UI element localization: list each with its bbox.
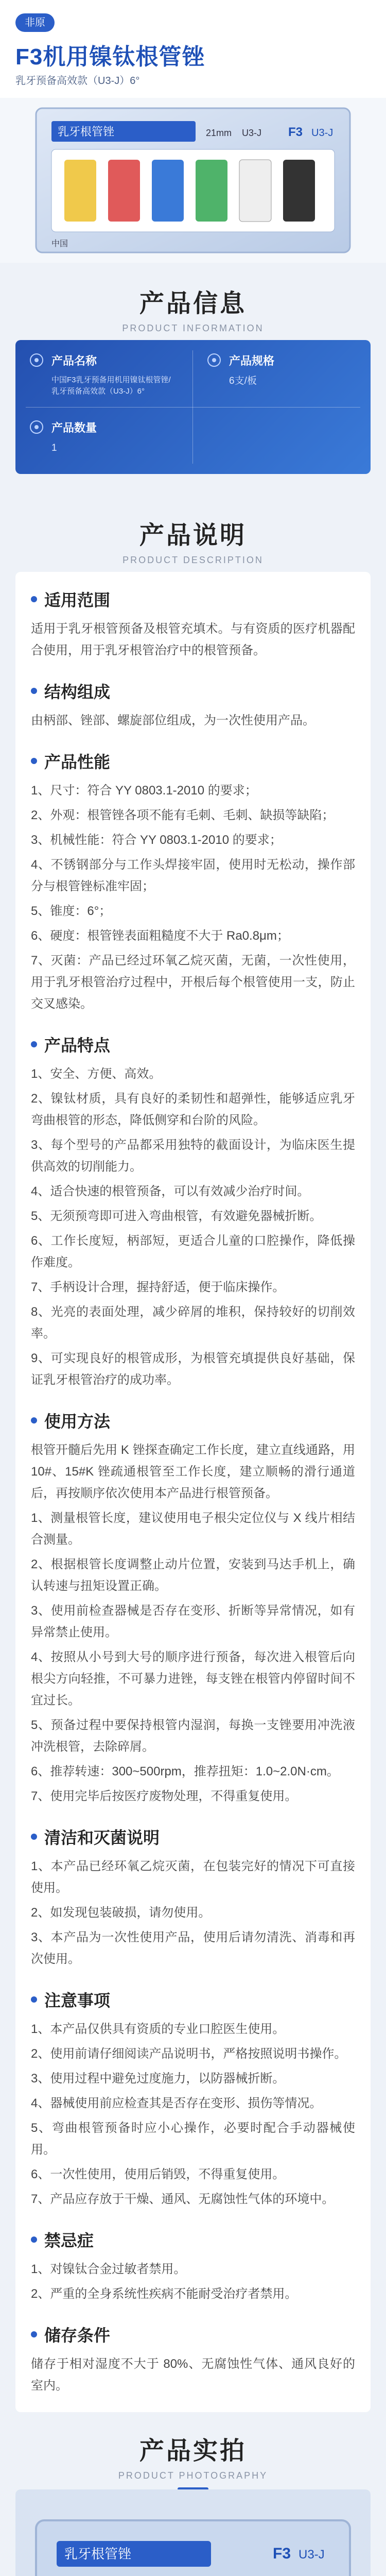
description-paragraph: 6、硬度：根管锉表面粗糙度不大于 Ra0.8μm；	[31, 929, 289, 943]
description-paragraph: 2、使用前请仔细阅读产品说明书，严格按照说明书操作。	[31, 2047, 347, 2061]
description-paragraph: 储存于相对湿度不大于 80%、无腐蚀性气体、通风良好的室内。	[31, 2357, 355, 2393]
photo-package-label-2: U3-J	[299, 2548, 325, 2562]
description-paragraph: 1、本产品已经环氧乙烷灭菌，在包装完好的情况下可直接使用。	[31, 1859, 355, 1895]
subsection-title-text: 注意事项	[44, 1991, 111, 2010]
description-subsection-title	[31, 749, 355, 773]
description-paragraph: 7、使用完毕后按医疗废物处理，不得重复使用。	[31, 1789, 297, 1803]
info-section	[0, 263, 386, 495]
description-paragraph: 8、光亮的表面处理，减少碎屑的堆积，保持较好的切削效率。	[31, 1305, 355, 1341]
photo-heading	[0, 2412, 386, 2489]
package-company: 中国	[51, 240, 68, 248]
description-paragraph: 2、外观：根管锉各项不能有毛刺、毛刺、缺损等缺陷；	[31, 808, 335, 822]
product-title: F3机用镍钛根管锉	[15, 44, 205, 70]
description-paragraph: 2、根据根管长度调整止动片位置，安装到马达手机上，确认转速与扭矩设置正确。	[31, 1557, 355, 1593]
description-subsection-title	[31, 1032, 355, 1056]
description-paragraph: 5、预备过程中要保持根管内湿润，每换一支锉要用冲洗液冲洗根管，去除碎屑。	[31, 1718, 355, 1754]
product-package-image	[0, 98, 386, 263]
description-section	[0, 495, 386, 2412]
description-paragraph: 1、测量根管长度，建议使用电子根尖定位仪与 X 线片相结合测量。	[31, 1511, 355, 1547]
subsection-title-text: 清洁和灭菌说明	[44, 1828, 160, 1847]
description-paragraph: 6、推荐转速：300~500rpm，推荐扭矩：1.0~2.0N·cm。	[31, 1765, 339, 1778]
info-cell-quantity	[15, 407, 193, 474]
description-title: 产品说明	[139, 522, 247, 549]
description-subsection-title	[31, 2323, 355, 2346]
bullet-dot-icon	[31, 688, 37, 694]
description-heading	[0, 495, 386, 572]
description-paragraph: 3、每个型号的产品都采用独特的截面设计，为临床医生提供高效的切削能力。	[31, 1138, 355, 1174]
description-paragraph: 1、本产品仅供具有资质的专业口腔医生使用。	[31, 2022, 285, 2036]
info-value: 6支/板	[229, 376, 257, 386]
description-paragraph: 6、一次性使用，使用后销毁，不得重复使用。	[31, 2167, 285, 2181]
bullet-dot-icon	[31, 1834, 37, 1840]
description-paragraph: 1、对镍钛合金过敏者禁用。	[31, 2262, 186, 2276]
bullet-dot-icon	[31, 2331, 37, 2337]
product-photo-image	[15, 2489, 371, 2576]
description-paragraph: 由柄部、锉部、螺旋部位组成，为一次性使用产品。	[31, 714, 315, 727]
description-paragraph: 2、如发现包装破损，请勿使用。	[31, 1906, 211, 1920]
info-value: 中国F3乳牙预备用机用镍钛根管锉/乳牙预备高效款（U3-J）6°	[51, 376, 171, 396]
info-heading	[0, 263, 386, 340]
info-cell-spec	[193, 340, 371, 407]
info-grid	[15, 340, 371, 474]
bullet-dot-icon	[31, 596, 37, 602]
package-spec: 21mm	[206, 128, 232, 138]
description-paragraph: 4、按照从小号到大号的顺序进行预备，每次进入根管后向根尖方向轻推，不可暴力进锉，每支锉在根管内停留时间不宜过长。	[31, 1650, 355, 1707]
package-label-2: U3-J	[311, 127, 334, 139]
description-paragraph: 1、安全、方便、高效。	[31, 1067, 162, 1081]
description-paragraph: 4、不锈钢部分与工作头焊接牢固，使用时无松动，操作部分与根管锉标准牢固；	[31, 858, 355, 893]
subsection-title-text: 产品性能	[44, 753, 111, 771]
description-paragraph: 适用于乳牙根管预备及根管充填术。与有资质的医疗机器配合使用，用于乳牙根管治疗中的根管预备。	[31, 622, 355, 657]
info-value: 1	[51, 443, 57, 453]
description-paragraph: 根管开髓后先用 K 锉探查确定工作长度，建立直线通路，用 10#、15#K 锉疏通根管至工作长度，建立顺畅的滑行通道后，再按顺序依次使用本产品进行根管预备。	[31, 1443, 355, 1500]
info-key: 产品名称	[51, 354, 97, 367]
description-paragraph: 7、灭菌：产品已经过环氧乙烷灭菌，无菌，一次性使用，用于乳牙根管治疗过程中，开根后每个根管使用一支，防止交叉感染。	[31, 954, 355, 1011]
product-photo	[15, 2489, 371, 2576]
subsection-title-text: 产品特点	[44, 1036, 111, 1055]
description-paragraph: 3、机械性能：符合 YY 0803.1-2010 的要求；	[31, 833, 282, 847]
description-subsection-title	[31, 2228, 355, 2251]
description-paragraph: 7、产品应存放于干燥、通风、无腐蚀性气体的环境中。	[31, 2192, 335, 2206]
description-paragraph: 4、器械使用前应检查其是否存在变形、损伤等情况。	[31, 2096, 322, 2110]
photo-package-label-1: F3	[273, 2545, 291, 2562]
description-subtitle: PRODUCT DESCRIPTION	[122, 555, 264, 565]
description-subsection-title	[31, 1825, 355, 1849]
info-title: 产品信息	[139, 290, 247, 317]
info-key: 产品数量	[51, 421, 97, 434]
description-paragraph: 5、无须预弯即可进入弯曲根管，有效避免器械折断。	[31, 1209, 322, 1223]
description-paragraph: 3、使用前检查器械是否存在变形、折断等异常情况，如有异常禁止使用。	[31, 1604, 355, 1639]
description-paragraph: 1、尺寸：符合 YY 0803.1-2010 的要求；	[31, 784, 257, 798]
package-brand: 乳牙根管锉	[58, 125, 115, 138]
subsection-title-text: 储存条件	[44, 2326, 111, 2345]
subsection-title-text: 禁忌症	[44, 2231, 94, 2250]
description-paragraph: 2、镍钛材质，具有良好的柔韧性和超弹性，能够适应乳牙弯曲根管的形态，降低侧穿和台阶的风险。	[31, 1092, 355, 1127]
photo-section	[0, 2412, 386, 2576]
brand-tag: 非原	[15, 13, 55, 32]
description-subsection-title	[31, 679, 355, 703]
description-subsection-title	[31, 587, 355, 611]
description-paragraph: 5、弯曲根管预备时应小心操作，必要时配合手动器械使用。	[31, 2121, 355, 2157]
bullet-dot-icon	[31, 758, 37, 764]
package-label-1: F3	[288, 125, 303, 139]
description-paragraph: 3、使用过程中避免过度施力，以防器械折断。	[31, 2072, 285, 2086]
description-paragraph: 6、工作长度短，柄部短，更适合儿童的口腔操作，降低操作难度。	[31, 1234, 355, 1269]
bullet-dot-icon	[31, 2236, 37, 2243]
info-cell-name	[15, 340, 193, 407]
bullet-dot-icon	[31, 1417, 37, 1423]
subsection-title-text: 使用方法	[44, 1412, 111, 1431]
description-paragraph: 7、手柄设计合理，握持舒适，便于临床操作。	[31, 1280, 285, 1294]
info-icon	[30, 420, 43, 434]
subsection-title-text: 结构组成	[44, 683, 111, 701]
description-subsection-title	[31, 1988, 355, 2011]
bullet-dot-icon	[31, 1996, 37, 2003]
info-subtitle: PRODUCT INFORMATION	[122, 323, 264, 333]
photo-title: 产品实拍	[139, 2437, 247, 2465]
description-paragraph: 9、可实现良好的根管成形，为根管充填提供良好基础，保证乳牙根管治疗的成功率。	[31, 1351, 355, 1387]
photo-subtitle: PRODUCT PHOTOGRAPHY	[118, 2470, 268, 2481]
info-icon	[207, 353, 221, 367]
bullet-dot-icon	[31, 1041, 37, 1047]
description-card	[15, 572, 371, 2412]
description-paragraph: 2、严重的全身系统性疾病不能耐受治疗者禁用。	[31, 2287, 297, 2301]
info-icon	[30, 353, 43, 367]
photo-package-brand: 乳牙根管锉	[64, 2546, 132, 2562]
package-model: U3-J	[242, 128, 262, 138]
description-subsection-title	[31, 1409, 355, 1432]
info-key: 产品规格	[229, 354, 275, 367]
product-subtitle: 乳牙预备高效款（U3-J）6°	[15, 75, 140, 87]
description-paragraph: 5、锥度：6°；	[31, 904, 112, 918]
hero-section	[0, 0, 386, 263]
description-paragraph: 3、本产品为一次性使用产品，使用后请勿清洗、消毒和再次使用。	[31, 1930, 355, 1966]
description-paragraph: 4、适合快速的根管预备，可以有效减少治疗时间。	[31, 1184, 310, 1198]
subsection-title-text: 适用范围	[44, 591, 111, 609]
